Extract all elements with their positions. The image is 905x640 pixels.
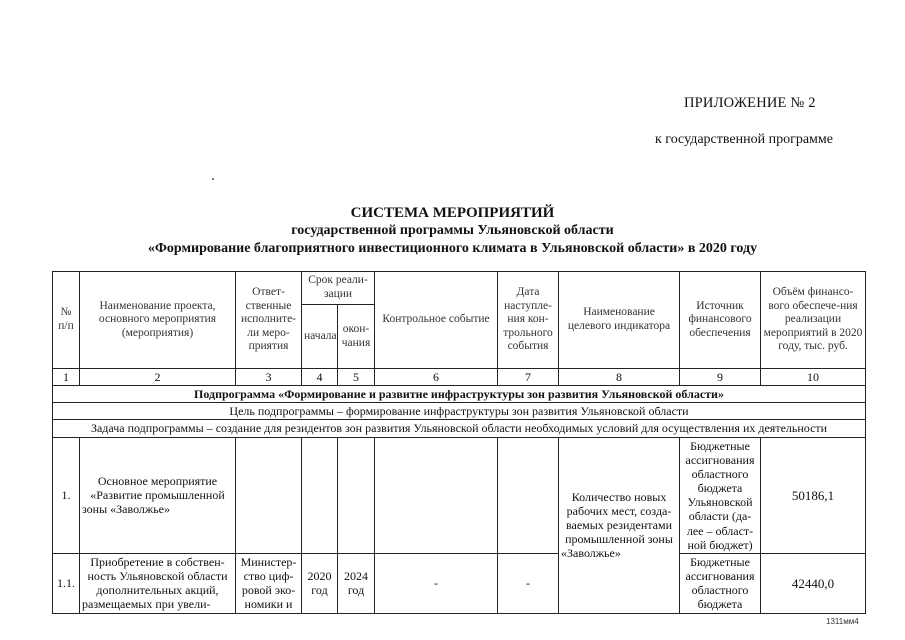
document-title: СИСТЕМА МЕРОПРИЯТИЙ: [350, 205, 555, 221]
header-term: Срок реали-зации: [302, 272, 375, 305]
row-volume: 42440,0: [761, 553, 866, 613]
row-date: [498, 437, 559, 553]
col-number: 8: [559, 369, 680, 386]
appendix-subnote: к государственной программе: [655, 132, 833, 147]
col-number: 7: [498, 369, 559, 386]
row-end: 2024 год: [338, 553, 375, 613]
subprogram-title: Подпрограмма «Формирование и развитие инфраструктуры зон развития Ульяновской области»: [53, 386, 866, 403]
header-date: Дата наступле-ния кон-трольного события: [498, 272, 559, 369]
header-row-top: [53, 272, 866, 305]
appendix-label: ПРИЛОЖЕНИЕ № 2: [684, 95, 816, 111]
header-event: Контрольное событие: [375, 272, 498, 369]
header-name: Наименование проекта, основного мероприятия (мероприятия): [80, 272, 236, 369]
col-number: 3: [236, 369, 302, 386]
row-volume: 50186,1: [761, 437, 866, 553]
row-name: Приобретение в собствен-ность Ульяновской области дополнительных акций, размещаемых при увели-: [80, 553, 236, 613]
goal-row: [53, 403, 866, 420]
col-number: 9: [680, 369, 761, 386]
header-volume: Объём финансо-вого обеспече-ния реализации мероприятий в 2020 году, тыс. руб.: [761, 272, 866, 369]
row-date: -: [498, 553, 559, 613]
header-source: Источник финансового обеспечения: [680, 272, 761, 369]
row-responsible: [236, 437, 302, 553]
col-number: 6: [375, 369, 498, 386]
header-start: начала: [302, 305, 338, 369]
col-number: 4: [302, 369, 338, 386]
col-number: 10: [761, 369, 866, 386]
row-start: [302, 437, 338, 553]
row-number: 1.1.: [53, 553, 80, 613]
header-responsible: Ответ-ственные исполните-ли меро-приятия: [236, 272, 302, 369]
table-row: [53, 553, 866, 613]
header-num: № п/п: [53, 272, 80, 369]
header-end: окон-чания: [338, 305, 375, 369]
row-start: 2020 год: [302, 553, 338, 613]
table-row: [53, 437, 866, 553]
page-stamp: 1311мм4: [826, 617, 859, 626]
row-source: Бюджетные ассигнования областного бюджета: [680, 553, 761, 613]
row-responsible: Министер-ство циф-ровой эко-номики и: [236, 553, 302, 613]
subprogram-goal: Цель подпрограммы – формирование инфраструктуры зон развития Ульяновской области: [53, 403, 866, 420]
document-program-name: «Формирование благоприятного инвестиционного климата в Ульяновской области» в 2020 году: [147, 241, 758, 256]
row-indicator: Количество новых рабочих мест, созда-ваемых резидентами промышленной зоны «Заволжье»: [559, 437, 680, 613]
row-source: Бюджетные ассигнования областного бюджета Ульяновской области (да-лее – област-ной бюджет): [680, 437, 761, 553]
row-event: [375, 437, 498, 553]
scan-speck: [212, 178, 214, 180]
row-number: 1.: [53, 437, 80, 553]
row-name: Основное мероприятие «Развитие промышленной зоны «Заволжье»: [80, 437, 236, 553]
subprogram-row: [53, 386, 866, 403]
col-number: 1: [53, 369, 80, 386]
column-numbers-row: [53, 369, 866, 386]
row-event: -: [375, 553, 498, 613]
subprogram-task: Задача подпрограммы – создание для резидентов зон развития Ульяновской области необходимых условий для осуществления их деятельности: [53, 420, 866, 437]
col-number: 2: [80, 369, 236, 386]
col-number: 5: [338, 369, 375, 386]
document-subtitle: государственной программы Ульяновской области: [291, 223, 614, 238]
task-row: [53, 420, 866, 437]
measures-table: [52, 271, 866, 614]
header-indicator: Наименование целевого индикатора: [559, 272, 680, 369]
row-end: [338, 437, 375, 553]
